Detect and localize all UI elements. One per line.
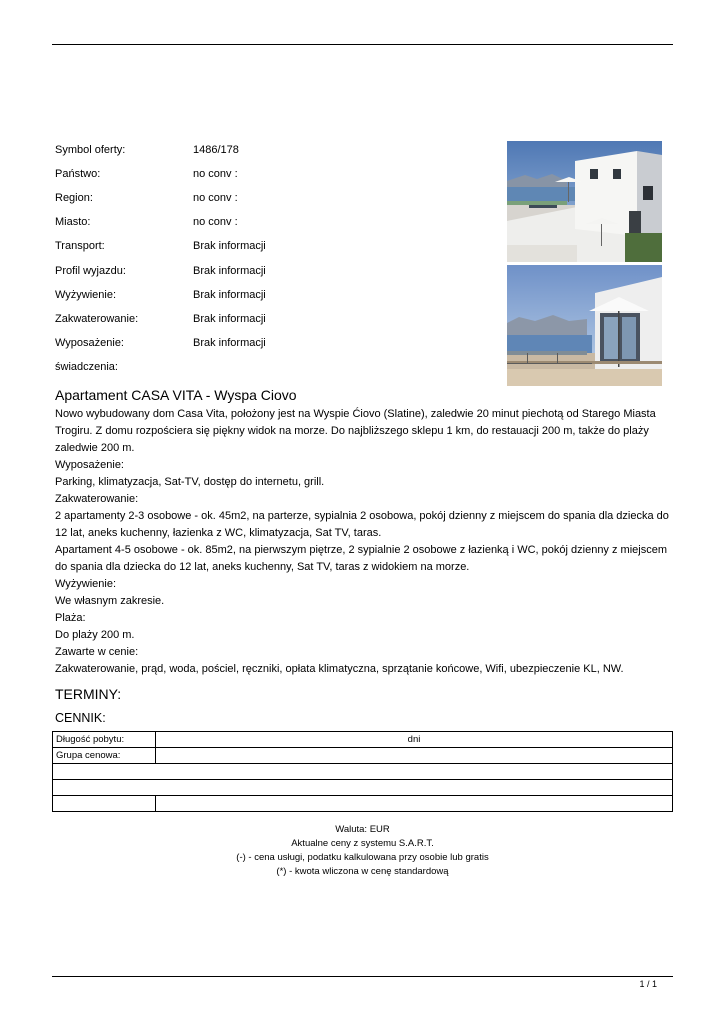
info-label: Profil wyjazdu: <box>55 265 126 277</box>
offer-description <box>55 406 675 678</box>
footer-note-star: (*) - kwota wliczona w cenę standardową <box>276 866 449 877</box>
info-value: no conv : <box>193 168 238 180</box>
table-row <box>53 764 673 780</box>
description-line: Zakwaterowanie, prąd, woda, pościel, ręczniki, opłata klimatyczna, sprzątanie końcowe, Wifi, ubezpieczenie KL, NW. <box>55 663 624 675</box>
info-label: Symbol oferty: <box>55 144 126 156</box>
villa-photo-1 <box>507 141 662 262</box>
description-line: 2 apartamenty 2-3 osobowe - ok. 45m2, na parterze, sypialnia 2 osobowa, pokój dzienny z miejscem do spania dla dziecka do <box>55 510 669 522</box>
description-line: Zawarte w cenie: <box>55 646 139 658</box>
offer-title: Apartament CASA VITA - Wyspa Ciovo <box>55 387 297 403</box>
info-value: no conv : <box>193 192 238 204</box>
info-label: Wyposażenie: <box>55 337 124 349</box>
info-value: 1486/178 <box>193 144 239 156</box>
description-line: Parking, klimatyzacja, Sat-TV, dostęp do internetu, grill. <box>55 476 325 488</box>
footer-source: Aktualne ceny z systemu S.A.R.T. <box>291 838 434 849</box>
info-value: Brak informacji <box>193 289 266 301</box>
table-cell <box>53 764 673 780</box>
description-line: zaledwie 200 m. <box>55 442 135 454</box>
info-value: Brak informacji <box>193 313 266 325</box>
footer-note-dash: (-) - cena usługi, podatku kalkulowana przy osobie lub gratis <box>236 852 489 863</box>
table-cell <box>156 796 673 812</box>
info-label: Region: <box>55 192 93 204</box>
info-value: no conv : <box>193 216 238 228</box>
price-group-label-cell: Grupa cenowa: <box>53 748 156 764</box>
description-line: Zakwaterowanie: <box>55 493 139 505</box>
table-row <box>53 748 673 764</box>
page-number: 1 / 1 <box>639 979 657 989</box>
villa-photo-2 <box>507 265 662 386</box>
terms-heading: TERMINY: <box>55 686 122 702</box>
table-row <box>53 780 673 796</box>
table-row <box>53 732 673 748</box>
info-label: Zakwaterowanie: <box>55 313 139 325</box>
info-label: świadczenia: <box>55 361 118 373</box>
description-line: Trogiru. Z domu rozpościera się piękny widok na morze. Do najbliższego sklepu 1 km, do restauacji 200 m, także do plaży <box>55 425 649 437</box>
info-label: Transport: <box>55 240 105 252</box>
info-value: Brak informacji <box>193 265 266 277</box>
description-line: Wyżywienie: <box>55 578 117 590</box>
footer-rule <box>52 976 673 977</box>
description-line: do spania dla dziecka do 12 lat, aneks kuchenny, Sat TV, taras z widokiem na morze. <box>55 561 470 573</box>
description-line: Wyposażenie: <box>55 459 124 471</box>
description-line: 12 lat, aneks kuchenny, łazienka z WC, klimatyzacja, Sat TV, taras. <box>55 527 382 539</box>
info-value: Brak informacji <box>193 240 266 252</box>
table-cell <box>53 796 156 812</box>
description-line: We własnym zakresie. <box>55 595 165 607</box>
header-rule <box>52 44 673 45</box>
duration-label-cell: Długość pobytu: <box>53 732 156 748</box>
table-cell <box>156 748 673 764</box>
price-heading: CENNIK: <box>55 711 106 725</box>
table-cell <box>53 780 673 796</box>
table-row <box>53 796 673 812</box>
description-line: Apartament 4-5 osobowe - ok. 85m2, na pierwszym piętrze, 2 sypialnie 2 osobowe z łazienką i WC, pokój dzienny z miejscem <box>55 544 667 556</box>
info-label: Miasto: <box>55 216 91 228</box>
info-label: Państwo: <box>55 168 101 180</box>
description-line: Plaża: <box>55 612 86 624</box>
price-table <box>52 731 673 812</box>
days-header-cell: dni <box>156 732 673 748</box>
description-line: Nowo wybudowany dom Casa Vita, położony jest na Wyspie Ćiovo (Slatine), zaledwie 20 minut piechotą od Starego Miasta <box>55 408 656 420</box>
info-label: Wyżywienie: <box>55 289 117 301</box>
description-line: Do plaży 200 m. <box>55 629 135 641</box>
footer-currency: Waluta: EUR <box>335 824 390 835</box>
info-value: Brak informacji <box>193 337 266 349</box>
